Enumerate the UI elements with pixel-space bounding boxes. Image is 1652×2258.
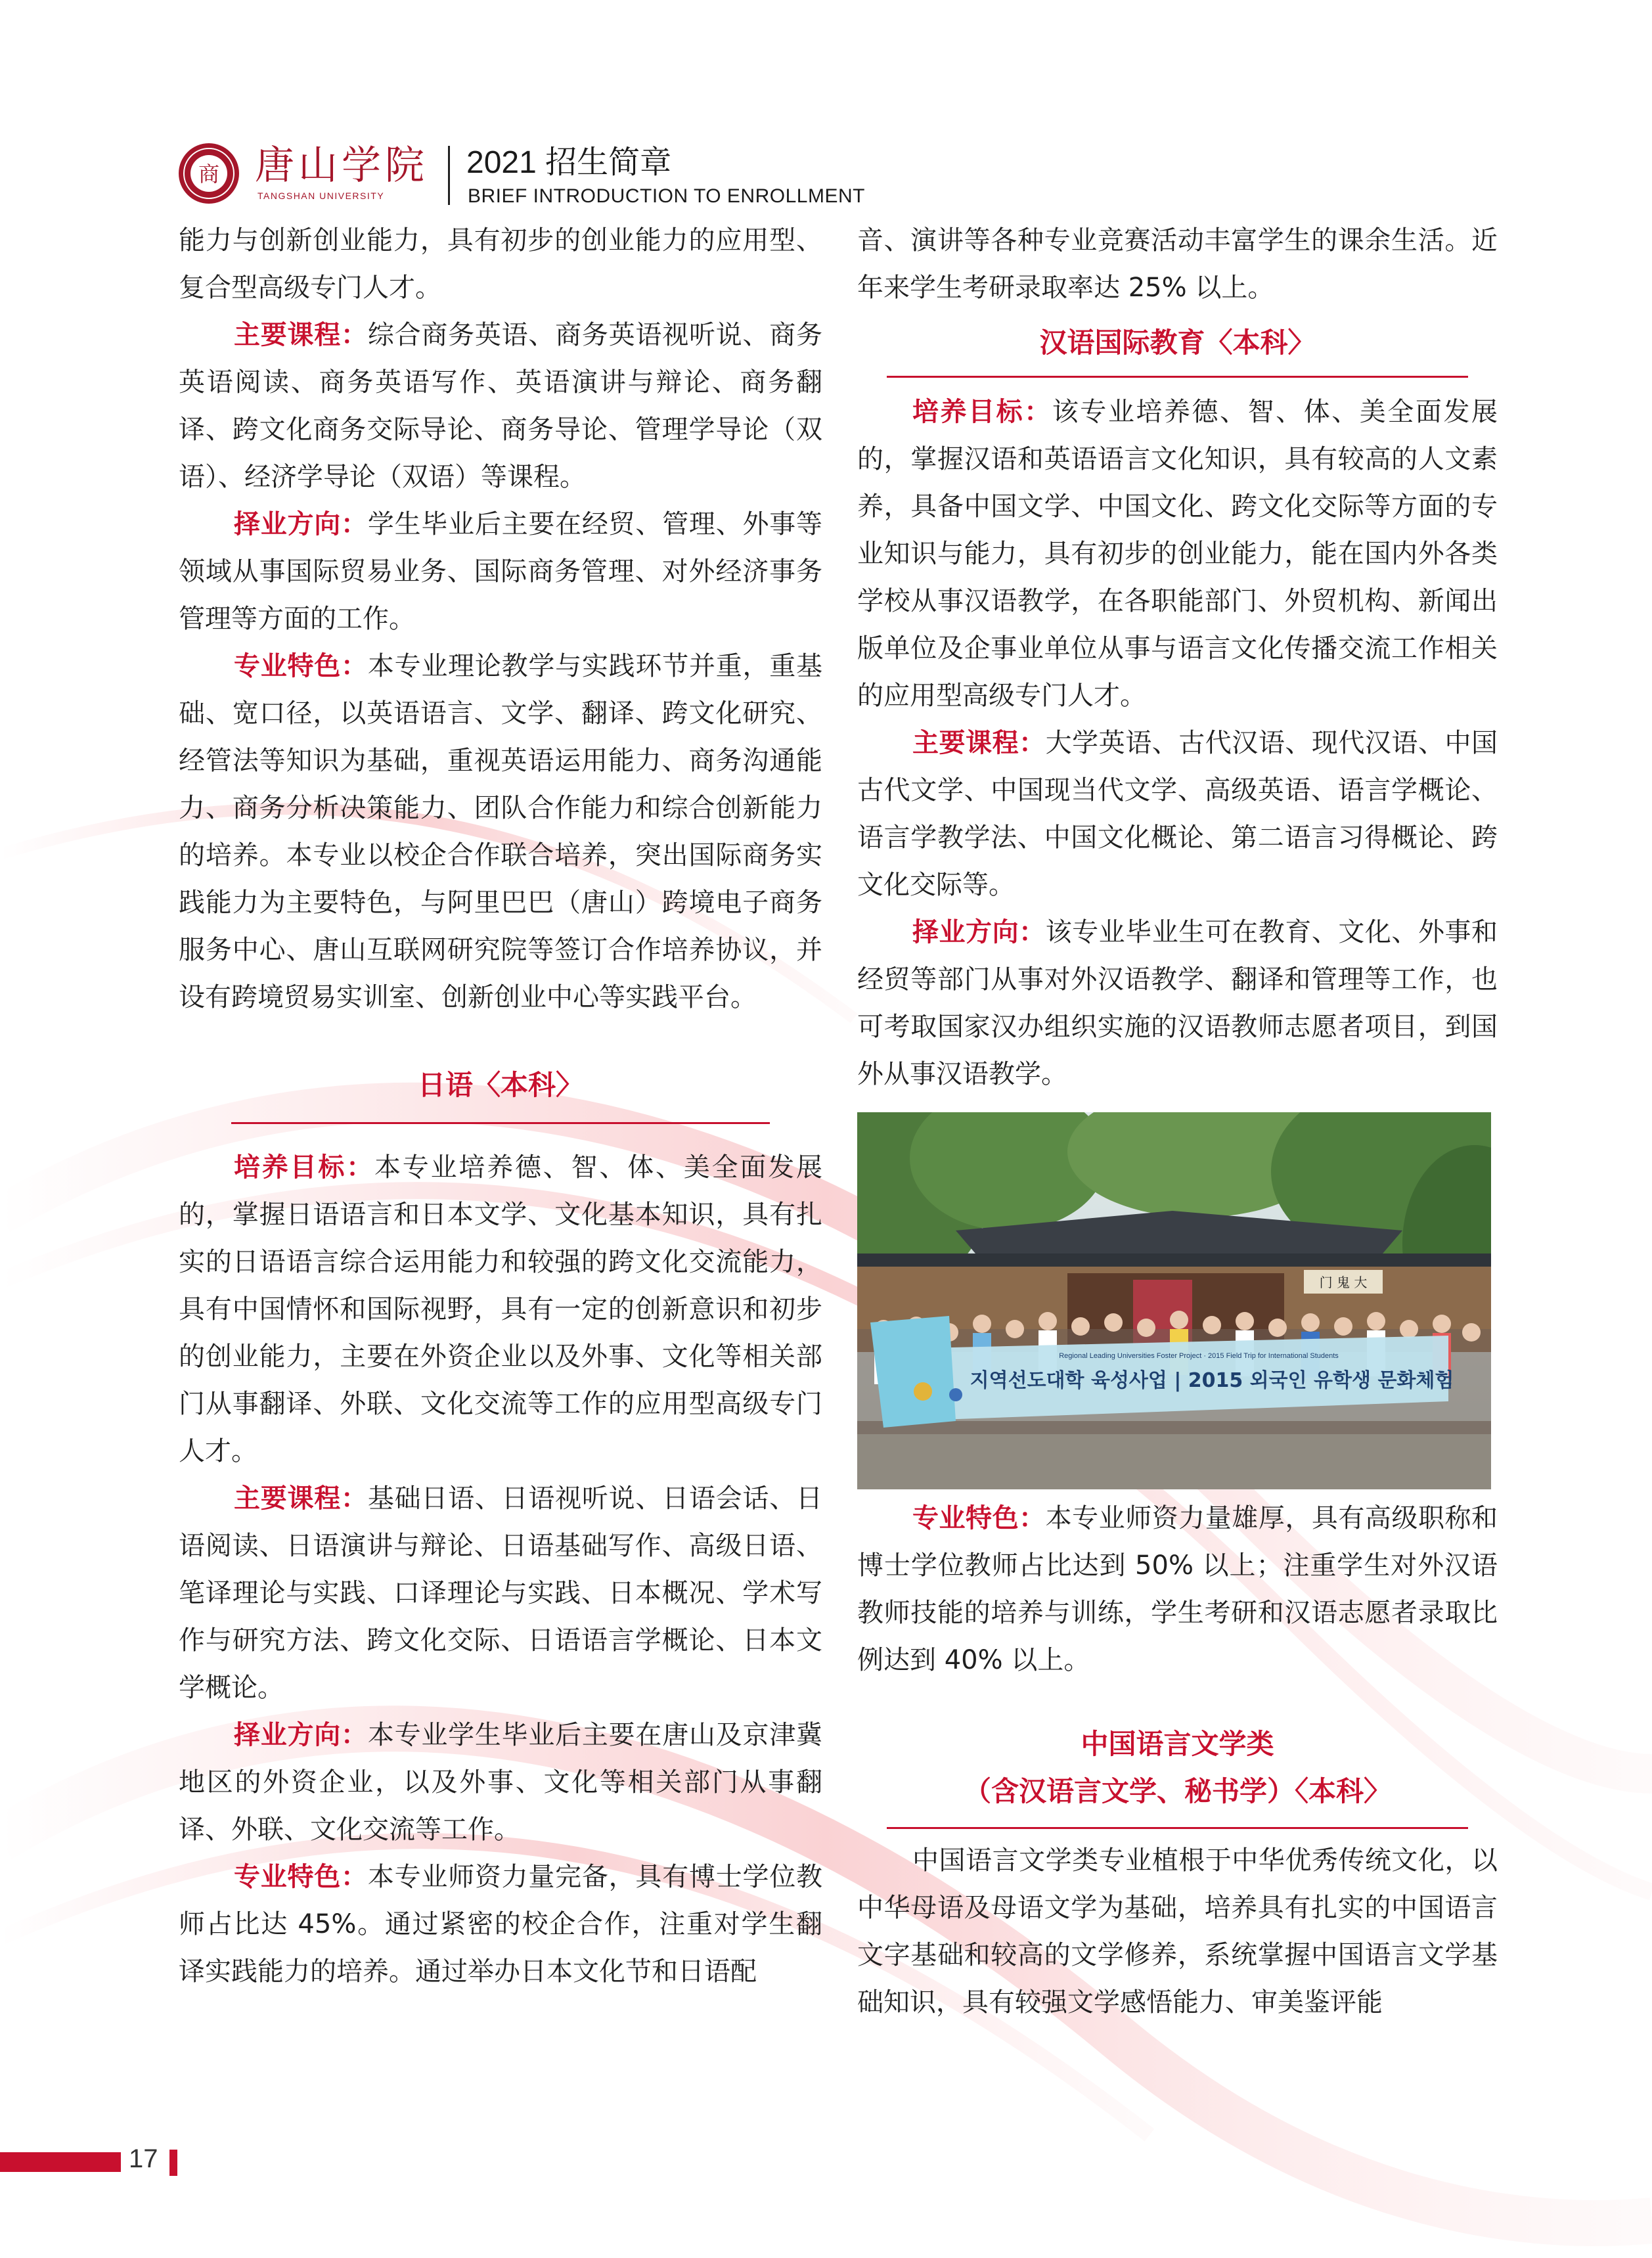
header-divider: [448, 146, 450, 205]
school-name-en: TANGSHAN UNIVERSITY: [257, 191, 385, 201]
footer-bar: [0, 2152, 121, 2172]
right-column: [857, 217, 1498, 2026]
school-name-cn: 唐山学院: [255, 143, 428, 189]
group-photo-illustration: [857, 1112, 1491, 1489]
courses-text: 大学英语、古代汉语、现代汉语、中国古代文学、中国现当代文学、高级英语、语言学概论、语言学教学法、中国文化概论、第二语言习得概论、跨文化交际等。: [857, 728, 1498, 900]
chinese-lit-title-rule: [887, 1827, 1468, 1829]
japanese-feature: [179, 1853, 822, 1995]
career-label: 择业方向：: [234, 1720, 368, 1750]
left-column: [179, 217, 822, 1995]
career-text: 本专业学生毕业后主要在唐山及京津冀地区的外资企业，以及外事、文化等相关部门从事翻译、外联、文化交流等工作。: [179, 1720, 823, 1845]
courses-text: 基础日语、日语视听说、日语会话、日语阅读、日语演讲与辩论、日语基础写作、高级日语、笔译理论与实践、口译理论与实践、日本概况、学术写作与研究方法、跨文化交际、日语语言学概论、日本文学概论。: [179, 1483, 823, 1703]
page-number: 17: [129, 2144, 158, 2173]
career-label: 择业方向：: [234, 509, 368, 539]
chinese-intl-title-rule: [887, 376, 1468, 378]
chinese-lit-section-title-line2: （含汉语言文学、秘书学）〈本科〉: [963, 1775, 1391, 1807]
courses-label: 主要课程：: [234, 1483, 368, 1514]
courses-label: 主要课程：: [912, 728, 1046, 758]
japanese-goal: [179, 1144, 822, 1475]
gate-sign: 门 鬼 大: [1319, 1275, 1368, 1290]
university-seal-icon: [177, 142, 240, 205]
japanese-courses: [179, 1475, 822, 1711]
courses-label: 主要课程：: [234, 320, 368, 350]
chinese-intl-career: [857, 909, 1498, 1098]
career-text: 该专业毕业生可在教育、文化、外事和经贸等部门从事对外汉语教学、翻译和管理等工作，也可考取国家汉办组织实施的汉语教师志愿者项目，到国外从事汉语教学。: [857, 917, 1498, 1089]
group-photo: [857, 1112, 1491, 1489]
business-english-career: [179, 501, 822, 643]
business-english-courses: [179, 311, 822, 501]
chinese-lit-section-title-line1: 中国语言文学类: [1081, 1728, 1274, 1760]
career-text: 学生毕业后主要在经贸、管理、外事等领域从事国际贸易业务、国际商务管理、对外经济事务管理等方面的工作。: [179, 509, 823, 634]
chinese-intl-courses: [857, 719, 1498, 909]
banner-main-text: 지역선도대학 육성사업 | 2015 외국인 유학생 문화체험: [970, 1369, 1454, 1392]
feature-text: 本专业理论教学与实践环节并重，重基础、宽口径，以英语语言、文学、翻译、跨文化研究、经管法等知识为基础，重视英语运用能力、商务沟通能力、商务分析决策能力、团队合作能力和综合创新能力的培养。本专业以校企合作联合培养，突出国际商务实践能力为主要特色，与阿里巴巴（唐山）跨境电子商务服务中心、唐山互联网研究院等签订合作培养协议，并设有跨境贸易实训室、创新创业中心等实践平台。: [179, 651, 823, 1012]
courses-text: 综合商务英语、商务英语视听说、商务英语阅读、商务英语写作、英语演讲与辩论、商务翻译、跨文化商务交际导论、商务导论、管理学导论（双语）、经济学导论（双语）等课程。: [179, 320, 823, 492]
page-header: [177, 131, 966, 210]
feature-text: 本专业师资力量完备，具有博士学位教师占比达 45%。通过紧密的校企合作，注重对学生翻译实践能力的培养。通过举办日本文化节和日语配: [179, 1862, 823, 1987]
feature-label: 专业特色：: [912, 1503, 1046, 1533]
chinese-intl-section-title: 汉语国际教育〈本科〉: [1039, 327, 1316, 359]
japanese-title-rule: [231, 1122, 770, 1124]
feature-text: 本专业师资力量雄厚，具有高级职称和博士学位教师占比达到 50% 以上；注重学生对外汉语教师技能的培养与训练，学生考研和汉语志愿者录取比例达到 40% 以上。: [857, 1503, 1498, 1675]
career-label: 择业方向：: [912, 917, 1046, 947]
brochure-title: 2021 招生简章: [466, 145, 672, 180]
chinese-intl-goal: [857, 388, 1498, 719]
japanese-section-title: 日语〈本科〉: [417, 1069, 583, 1101]
japanese-continued-text: 音、演讲等各种专业竞赛活动丰富学生的课余生活。近年来学生考研录取率达 25% 以上。: [857, 225, 1498, 303]
chinese-lit-text: 中国语言文学类专业植根于中华优秀传统文化，以中华母语及母语文学为基础，培养具有扎实的中国语言文字基础和较高的文学修养，系统掌握中国语言文学基础知识，具有较强文学感悟能力、审美鉴评能: [857, 1845, 1498, 2018]
seal-char: 商: [198, 162, 220, 187]
goal-label: 培养目标：: [912, 397, 1052, 427]
banner-small-text: Regional Leading Universities Foster Project · 2015 Field Trip for International Students: [1059, 1352, 1339, 1360]
business-english-feature: [179, 643, 822, 1021]
feature-label: 专业特色：: [234, 651, 368, 681]
goal-text: 该专业培养德、智、体、美全面发展的，掌握汉语和英语语言文化知识，具有较高的人文素养，具备中国文学、中国文化、跨文化交际等方面的专业知识与能力，具有初步的创业能力，能在国内外各类学校从事汉语教学，在各职能部门、外贸机构、新闻出版单位及企事业单位从事与语言文化传播交流工作相关的应用型高级专门人才。: [857, 397, 1498, 711]
japanese-career: [179, 1711, 822, 1853]
chinese-intl-feature: [857, 1495, 1498, 1684]
goal-text: 本专业培养德、智、体、美全面发展的，掌握日语语言和日本文学、文化基本知识，具有扎实的日语语言综合运用能力和较强的跨文化交流能力，具有中国情怀和国际视野，具有一定的创新意识和初步的创业能力，主要在外资企业以及外事、文化等相关部门从事翻译、外联、文化交流等工作的应用型高级专门人才。: [179, 1152, 822, 1466]
goal-label: 培养目标：: [234, 1152, 374, 1183]
business-english-intro: 能力与创新创业能力，具有初步的创业能力的应用型、复合型高级专门人才。: [179, 225, 822, 303]
feature-label: 专业特色：: [234, 1862, 368, 1892]
footer-tick: [169, 2150, 177, 2176]
brochure-subtitle: BRIEF INTRODUCTION TO ENROLLMENT: [468, 185, 865, 207]
